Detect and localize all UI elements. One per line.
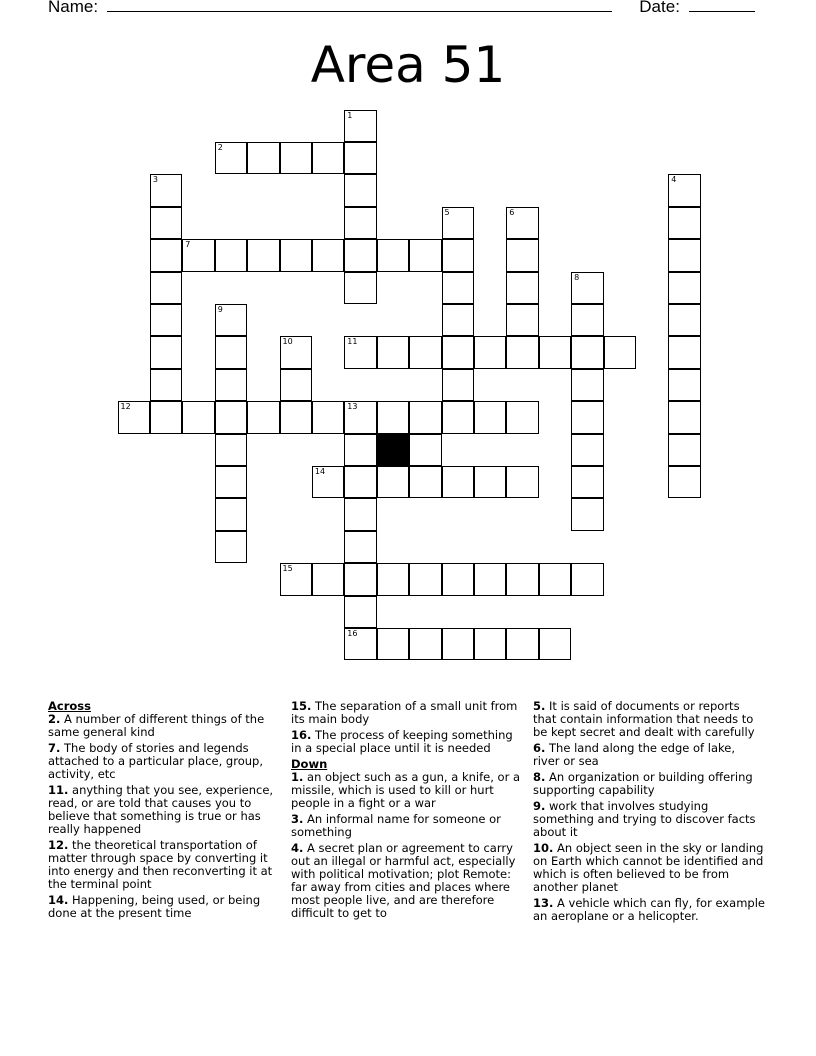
grid-cell[interactable] (474, 401, 507, 434)
grid-cell[interactable] (312, 563, 345, 596)
clue-item-number: 6. (533, 741, 546, 755)
grid-cell[interactable] (118, 401, 151, 434)
clues-heading: Across (48, 699, 91, 713)
clue-item (533, 897, 765, 923)
grid-cell[interactable] (442, 272, 475, 305)
grid-cell[interactable] (442, 563, 475, 596)
clue-number: 8 (574, 272, 580, 282)
grid-cell[interactable] (215, 466, 248, 499)
grid-cell[interactable] (344, 142, 377, 175)
grid-cell[interactable] (668, 272, 701, 305)
clue-number: 1 (347, 110, 353, 120)
grid-cell[interactable] (150, 174, 183, 207)
grid-cell[interactable] (571, 304, 604, 337)
grid-cell[interactable] (571, 563, 604, 596)
grid-cell[interactable] (344, 498, 377, 531)
clue-item-text: The process of keeping something in a special place until it is needed (291, 728, 513, 755)
clue-item (48, 713, 280, 739)
clue-number: 3 (152, 175, 158, 185)
grid-cell[interactable] (442, 369, 475, 402)
clue-item-text: An object seen in the sky or landing on Earth which cannot be identified and which is often believed to be from another planet (533, 841, 764, 894)
grid-cell[interactable] (215, 336, 248, 369)
clue-number: 10 (282, 337, 293, 347)
clue-item-number: 3. (291, 812, 304, 826)
grid-cell[interactable] (344, 466, 377, 499)
clue-item-number: 12. (48, 838, 69, 852)
grid-cell[interactable] (409, 466, 442, 499)
page-title: Area 51 (310, 36, 506, 94)
grid-cell[interactable] (377, 628, 410, 661)
grid-cell[interactable] (182, 401, 215, 434)
grid-cell[interactable] (668, 239, 701, 272)
grid-cell[interactable] (344, 434, 377, 467)
grid-cell[interactable] (312, 142, 345, 175)
grid-cell[interactable] (344, 336, 377, 369)
grid-cell[interactable] (571, 336, 604, 369)
clue-item (48, 784, 280, 836)
grid-cell[interactable] (506, 336, 539, 369)
grid-cell[interactable] (539, 628, 572, 661)
grid-cell[interactable] (312, 401, 345, 434)
grid-cell[interactable] (409, 401, 442, 434)
grid-cell[interactable] (344, 174, 377, 207)
grid-cell[interactable] (344, 272, 377, 305)
grid-cell[interactable] (409, 239, 442, 272)
clue-item-text: A secret plan or agreement to carry out an illegal or harmful act, especially with political motivation; plot Remote: far away from cities and places where most people live, and are therefore difficult to get to (291, 841, 516, 920)
grid-cell[interactable] (247, 142, 280, 175)
grid-cell[interactable] (280, 336, 313, 369)
grid-cell[interactable] (668, 466, 701, 499)
grid-cell[interactable] (474, 563, 507, 596)
clue-item-text: A vehicle which can fly, for example an aeroplane or a helicopter. (533, 896, 765, 923)
grid-cell[interactable] (344, 628, 377, 661)
clue-item (533, 842, 765, 894)
grid-cell[interactable] (215, 304, 248, 337)
clue-item-number: 11. (48, 783, 69, 797)
grid-cell[interactable] (442, 239, 475, 272)
clues-column-1 (48, 700, 280, 923)
grid-cell[interactable] (344, 401, 377, 434)
clue-item-text: work that involves studying something and trying to discover facts about it (533, 799, 756, 839)
clue-number: 4 (671, 175, 677, 185)
clue-number: 15 (282, 564, 293, 574)
grid-cell[interactable] (280, 239, 313, 272)
grid-cell[interactable] (344, 563, 377, 596)
grid-cell[interactable] (506, 628, 539, 661)
clue-item-text: an object such as a gun, a knife, or a missile, which is used to kill or hurt people in a fight or a war (291, 770, 520, 810)
clue-item-text: The body of stories and legends attached to a particular place, group, activity, etc (48, 741, 263, 781)
clue-item-number: 2. (48, 712, 61, 726)
grid-cell[interactable] (312, 466, 345, 499)
clues-heading: Down (291, 757, 328, 771)
grid-cell[interactable] (377, 336, 410, 369)
clue-item-number: 1. (291, 770, 304, 784)
grid-cell[interactable] (506, 207, 539, 240)
clue-number: 6 (509, 207, 515, 217)
grid-cell[interactable] (506, 466, 539, 499)
grid-cell[interactable] (280, 142, 313, 175)
grid-cell[interactable] (182, 239, 215, 272)
clue-item (291, 813, 523, 839)
grid-cell[interactable] (409, 336, 442, 369)
grid-cell[interactable] (668, 401, 701, 434)
grid-cell[interactable] (247, 401, 280, 434)
grid-cell[interactable] (409, 628, 442, 661)
clue-item-text: An informal name for someone or something (291, 812, 501, 839)
clue-item-number: 4. (291, 841, 304, 855)
grid-cell[interactable] (506, 304, 539, 337)
grid-cell[interactable] (247, 239, 280, 272)
grid-cell[interactable] (280, 369, 313, 402)
grid-cell[interactable] (571, 272, 604, 305)
black-square (377, 434, 410, 467)
clue-item-number: 15. (291, 699, 312, 713)
grid-cell[interactable] (215, 142, 248, 175)
grid-cell[interactable] (150, 272, 183, 305)
grid-cell[interactable] (344, 239, 377, 272)
grid-cell[interactable] (442, 336, 475, 369)
name-label: Name: (48, 0, 99, 16)
clue-item-number: 13. (533, 896, 554, 910)
grid-cell[interactable] (442, 401, 475, 434)
grid-cell[interactable] (474, 336, 507, 369)
grid-cell[interactable] (474, 466, 507, 499)
clue-number: 12 (120, 402, 131, 412)
grid-cell[interactable] (442, 628, 475, 661)
grid-cell[interactable] (539, 563, 572, 596)
grid-cell[interactable] (474, 628, 507, 661)
grid-cell[interactable] (506, 272, 539, 305)
clue-item (291, 700, 523, 726)
clue-item-number: 9. (533, 799, 546, 813)
grid-cell[interactable] (215, 498, 248, 531)
grid-cell[interactable] (506, 239, 539, 272)
grid-cell[interactable] (150, 207, 183, 240)
clue-item-text: A number of different things of the same general kind (48, 712, 265, 739)
grid-cell[interactable] (280, 563, 313, 596)
grid-cell[interactable] (668, 304, 701, 337)
grid-cell[interactable] (377, 239, 410, 272)
grid-cell[interactable] (150, 239, 183, 272)
grid-cell[interactable] (215, 239, 248, 272)
grid-cell[interactable] (150, 401, 183, 434)
grid-cell[interactable] (604, 336, 637, 369)
grid-cell[interactable] (344, 596, 377, 629)
grid-cell[interactable] (280, 401, 313, 434)
clue-item (48, 839, 280, 891)
clue-number: 7 (185, 240, 191, 250)
grid-cell[interactable] (312, 239, 345, 272)
clue-item (291, 771, 523, 810)
clue-item (291, 729, 523, 755)
clue-item-number: 14. (48, 893, 69, 907)
clue-item (533, 800, 765, 839)
clue-item-number: 8. (533, 770, 546, 784)
grid-cell[interactable] (668, 434, 701, 467)
grid-cell[interactable] (377, 563, 410, 596)
clues-column-2 (291, 700, 523, 923)
clue-item (48, 894, 280, 920)
clue-item-number: 7. (48, 741, 61, 755)
grid-cell[interactable] (150, 336, 183, 369)
clue-number: 2 (217, 142, 223, 152)
clue-item (533, 771, 765, 797)
grid-cell[interactable] (539, 336, 572, 369)
clue-number: 14 (314, 466, 326, 476)
grid-cell[interactable] (571, 434, 604, 467)
grid-cell[interactable] (344, 531, 377, 564)
grid-cell[interactable] (668, 174, 701, 207)
grid-cell[interactable] (506, 563, 539, 596)
grid-cell[interactable] (344, 207, 377, 240)
grid-cell[interactable] (506, 401, 539, 434)
clue-item-text: anything that you see, experience, read, or are told that causes you to believe that something is true or has really happened (48, 783, 274, 836)
clue-item-text: the theoretical transportation of matter through space by converting it into energy and then reconverting it at the terminal point (48, 838, 273, 891)
clue-item-text: The separation of a small unit from its main body (291, 699, 518, 726)
clue-number: 16 (347, 628, 358, 638)
grid-cell[interactable] (344, 110, 377, 143)
clue-item-text: The land along the edge of lake, river or sea (533, 741, 735, 768)
grid-cell[interactable] (668, 336, 701, 369)
clue-item-text: It is said of documents or reports that contain information that needs to be kept secret and dealt with carefully (533, 699, 755, 739)
grid-cell[interactable] (442, 207, 475, 240)
grid-cell[interactable] (409, 563, 442, 596)
clue-item (533, 700, 765, 739)
grid-cell[interactable] (377, 401, 410, 434)
grid-cell[interactable] (409, 434, 442, 467)
grid-cell[interactable] (571, 498, 604, 531)
clue-item-text: Happening, being used, or being done at the present time (48, 893, 261, 920)
clues-column-3 (533, 700, 765, 926)
clue-item (48, 742, 280, 781)
grid-cell[interactable] (668, 369, 701, 402)
grid-cell[interactable] (215, 369, 248, 402)
clue-number: 11 (347, 337, 358, 347)
grid-cell[interactable] (571, 401, 604, 434)
clue-number: 13 (347, 402, 358, 412)
clue-item-text: An organization or building offering supporting capability (533, 770, 753, 797)
grid-cell[interactable] (215, 434, 248, 467)
clue-item-number: 10. (533, 841, 554, 855)
grid-cell[interactable] (215, 531, 248, 564)
date-label: Date: (639, 0, 680, 16)
clue-item (533, 742, 765, 768)
grid-cell[interactable] (668, 207, 701, 240)
grid-cell[interactable] (150, 304, 183, 337)
grid-cell[interactable] (442, 466, 475, 499)
clue-item (291, 842, 523, 920)
grid-cell[interactable] (571, 369, 604, 402)
clue-item-number: 16. (291, 728, 312, 742)
clue-number: 5 (444, 207, 450, 217)
grid-cell[interactable] (150, 369, 183, 402)
clue-item-number: 5. (533, 699, 546, 713)
grid-cell[interactable] (215, 401, 248, 434)
clue-number: 9 (217, 304, 223, 314)
grid-cell[interactable] (377, 466, 410, 499)
grid-cell[interactable] (571, 466, 604, 499)
grid-cell[interactable] (442, 304, 475, 337)
